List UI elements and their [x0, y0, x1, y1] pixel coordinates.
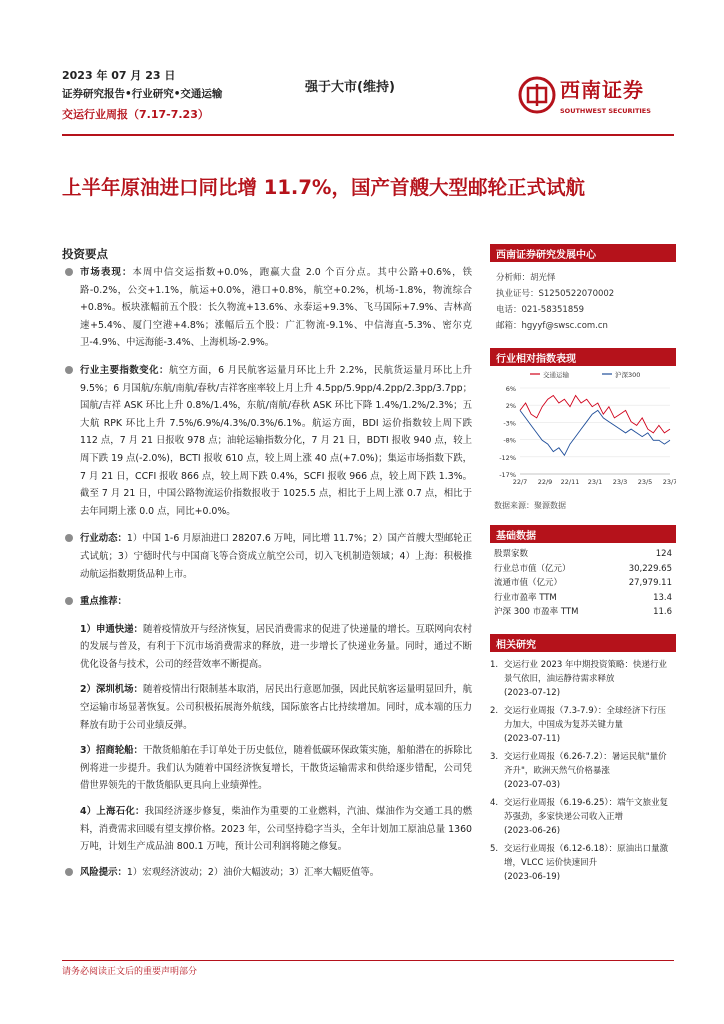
- bullet-text: 1）宏观经济波动；2）油价大幅波动；3）汇率大幅贬值等。: [126, 866, 380, 878]
- related-num: 5.: [490, 843, 499, 854]
- bullet-dot-icon: [65, 366, 73, 374]
- analyst-email[interactable]: 邮箱：hgyyf@swsc.com.cn: [496, 321, 608, 331]
- chart-y-tick-label: -3%: [503, 419, 516, 428]
- related-title: 相关研究: [490, 634, 676, 652]
- stat-value: 30,229.65: [628, 563, 672, 574]
- logo-mark-icon: [518, 76, 556, 114]
- chart-source: 数据来源：聚源数据: [494, 501, 566, 510]
- chart-title: 行业相对指数表现: [490, 348, 676, 366]
- pick-label: 3）招商轮船：: [80, 745, 143, 757]
- related-num: 2.: [490, 705, 499, 716]
- footer-divider: [62, 960, 674, 961]
- related-item[interactable]: [490, 704, 674, 746]
- chart-legend-label: 沪深300: [615, 371, 641, 379]
- research-center-title: 西南证券研究发展中心: [490, 244, 676, 262]
- pick-text: 随着疫情放开与经济恢复，居民消费需求的促进了快递量的增长。互联网向农村的发展与普及，有利于下沉市场消费需求的释放，进一步增长了快递业务量。同时，通过不断优化设备与技术，公司的经营效率不断提高。: [80, 623, 472, 670]
- bullet-label: 风险提示：: [80, 866, 127, 878]
- report-series: 交运行业周报（7.17-7.23）: [62, 108, 209, 121]
- header-divider: [62, 134, 674, 136]
- related-text: 交运行业周报（6.12-6.18）：原油出口量激增，VLCC 运价快速回升: [504, 843, 669, 868]
- stat-label: 流通市值（亿元）: [494, 578, 563, 589]
- report-title: 上半年原油进口同比增 11.7%，国产首艘大型邮轮正式试航: [62, 176, 585, 199]
- pick-shanghai-petrochem: [80, 803, 472, 856]
- pick-cmes: [80, 742, 472, 795]
- bullet-market: [62, 264, 472, 352]
- pick-shenzhen-airport: [80, 681, 472, 734]
- related-text: 交运行业周报（6.26-7.2）：暑运民航"量价齐升"，欧洲天然气价格暴涨: [504, 751, 667, 776]
- company-logo: [516, 74, 676, 124]
- analyst-license: 执业证号：S1250522070002: [496, 289, 615, 299]
- pick-text: 我国经济逐步修复，柴油作为重要的工业燃料，汽油、煤油作为交通工具的燃料，消费需求回暖有望支撑价格。2023 年，公司坚持稳字当头，全年计划加工原油总量 1360 万吨，计划生产成品油 800.1 万吨，预计公司利润将随之修复。: [80, 806, 472, 853]
- stat-value: 13.4: [653, 592, 672, 603]
- chart-x-tick-label: 22/11: [560, 478, 580, 486]
- bullet-text: 1）中国 1-6 月原油进口 28207.6 万吨，同比增 11.7%；2）国产首艘大型邮轮正式试航；3）宁德时代与中国商飞等合资成立航空公司，切入飞机制造领域；4）上海：积极推动航运指数期货品种上市。: [80, 533, 472, 580]
- chart-series-line: [520, 396, 670, 433]
- chart-y-tick-label: -8%: [503, 436, 516, 445]
- bullet-dot-icon: [65, 868, 73, 876]
- related-date: (2023-07-03): [504, 779, 561, 790]
- chart-y-tick-label: -12%: [499, 453, 516, 462]
- bullet-label: 行业动态：: [80, 533, 127, 545]
- stat-value: 11.6: [653, 607, 672, 618]
- footer-disclaimer: 请务必阅读正文后的重要声明部分: [62, 967, 198, 977]
- bullet-dot-icon: [65, 268, 73, 276]
- related-list: [490, 652, 676, 884]
- bullet-risk: [62, 864, 472, 882]
- stat-label: 股票家数: [494, 549, 529, 559]
- related-date: (2023-06-19): [504, 871, 561, 882]
- summary-body: [62, 264, 472, 891]
- chart-y-tick-label: 6%: [505, 385, 516, 393]
- stat-row: [494, 576, 672, 591]
- chart-section: [490, 348, 676, 511]
- stat-value: 124: [655, 549, 672, 559]
- chart-y-tick-label: 2%: [505, 402, 516, 411]
- related-date: (2023-06-26): [504, 825, 561, 836]
- stat-label: 沪深 300 市盈率 TTM: [494, 607, 579, 618]
- related-item[interactable]: [490, 658, 674, 700]
- logo-english: SOUTHWEST SECURITIES: [560, 107, 651, 115]
- bullet-dot-icon: [65, 597, 73, 605]
- stat-row: [494, 605, 672, 620]
- pick-label: 1）申通快递：: [80, 623, 143, 635]
- stat-label: 行业市盈率 TTM: [494, 592, 557, 603]
- bullet-dot-icon: [65, 534, 73, 542]
- chart-x-tick-label: 23/7: [662, 478, 676, 486]
- related-date: (2023-07-11): [504, 733, 561, 744]
- stat-row: [494, 591, 672, 606]
- related-num: 4.: [490, 797, 499, 808]
- stats-title: 基础数据: [490, 525, 676, 543]
- bullet-label: 市场表现：: [80, 267, 133, 278]
- bullet-picks: [62, 593, 472, 611]
- analyst-name: 分析师：胡光怿: [496, 273, 556, 283]
- logo-chinese: 西南证券: [560, 78, 644, 102]
- pick-text: 随着疫情出行限制基本取消，居民出行意愿加强，因此民航客运量明显回升，航空运输市场显著恢复。公司积极拓展海外航线，国际旅客占比持续增加。同时，成本端的压力释放有助于公司业绩反弹。: [80, 684, 472, 731]
- stat-value: 27,979.11: [628, 578, 672, 589]
- bullet-text: 航空方面，6 月民航客运量月环比上升 2.2%，民航货运量月环比上升 9.5%；6 月国航/东航/南航/春秋/吉祥客座率较上月上升 4.5pp/5.9pp/4.2pp/2.3pp/3.7pp；国航/吉祥 ASK 环比上升 0.8%/1.4%，东航/南航/春秋 ASK 环比下降 1.4%/1.2%/2.3%；五大航 RPK 环比上升 7.5%/6.9%/4.3%/0.3%/6.1%。航运方面，BDI 运价指数较上周下跌 112 点，7 月 21 日报收 978 点；油轮运输指数分化，7 月 21 日，BDTI 报收 940 点，较上周下跌 19 点(-2.0%)，BCTI 报收 610 点，较上周上涨 40 点(+7.0%)；集运市场指数下跌，7 月 21 日，CCFI 报收 866 点，较上周下跌 0.4%，SCFI 报收 966 点，较上周下跌 1.3%。截至 7 月 21 日，中国公路物流运价指数报收于 1025.5 点，相比于上周上涨 0.7 点，相比于去年同期上涨 0.0 点，同比+0.0%。: [80, 364, 472, 517]
- report-date: 2023 年 07 月 23 日: [62, 69, 176, 82]
- chart-x-tick-label: 23/1: [587, 478, 603, 486]
- pick-label: 2）深圳机场：: [80, 684, 143, 696]
- stat-row: [494, 562, 672, 577]
- related-section: [490, 634, 676, 884]
- bullet-text: 本周中信交运指数+0.0%，跑赢大盘 2.0 个百分点。其中公路+0.6%，铁路-0.2%，公交+1.1%，航运+0.0%，港口+0.8%，航空+0.2%，机场-1.8%，物流综合+0.8%。板块涨幅前五个股：长久物流+13.6%、永泰运+9.3%、飞马国际+7.9%、吉林高速+5.4%、厦门空港+4.8%；涨幅后五个股：广汇物流-9.1%、中信海直-5.3%、密尔克卫-4.9%、中远海能-3.4%、上海机场-2.9%。: [80, 267, 472, 349]
- analyst-info: [490, 262, 676, 338]
- report-category: 证券研究报告•行业研究•交通运输: [62, 88, 223, 100]
- chart-x-tick-label: 22/7: [512, 478, 528, 486]
- related-text: 交运行业周报（6.19-6.25）：端午文旅业复苏强劲，多家快递公司收入正增: [504, 797, 669, 822]
- pick-text: 干散货船舶在手订单处于历史低位，随着低碳环保政策实施，船舶潜在的拆除比例将进一步提升。我们认为随着中国经济恢复增长，干散货运输需求和供给逐步错配，公司凭借世界领先的干散货船队更具向上业绩弹性。: [80, 745, 472, 792]
- bullet-label: 重点推荐：: [80, 596, 127, 608]
- stat-label: 行业总市值（亿元）: [494, 563, 571, 574]
- analyst-phone: 电话：021-58351859: [496, 305, 585, 315]
- pick-label: 4）上海石化：: [80, 806, 145, 818]
- bullet-news: [62, 530, 472, 583]
- sidebar: [490, 244, 676, 888]
- summary-heading: 投资要点: [62, 247, 108, 261]
- industry-rating: 强于大市(维持): [305, 80, 395, 95]
- stat-row: [494, 547, 672, 562]
- chart-svg: [490, 366, 676, 496]
- bullet-label: 行业主要指数变化：: [80, 364, 169, 376]
- chart-x-tick-label: 23/3: [612, 478, 628, 486]
- related-date: (2023-07-12): [504, 687, 561, 698]
- related-item[interactable]: [490, 842, 674, 884]
- related-text: 交运行业周报（7.3-7.9）：全球经济下行压力加大，中国成为复苏关键力量: [504, 705, 666, 730]
- relative-index-chart: [490, 366, 676, 496]
- related-num: 1.: [490, 659, 499, 670]
- related-item[interactable]: [490, 750, 674, 792]
- stats-section: [490, 525, 676, 620]
- related-num: 3.: [490, 751, 499, 762]
- bullet-indices: [62, 362, 472, 520]
- related-item[interactable]: [490, 796, 674, 838]
- chart-x-tick-label: 22/9: [537, 478, 553, 486]
- chart-series-line: [520, 410, 670, 455]
- pick-shentong: [80, 621, 472, 674]
- stats-table: [490, 543, 676, 620]
- chart-y-tick-label: -17%: [499, 471, 516, 479]
- chart-x-tick-label: 23/5: [637, 478, 653, 486]
- related-text: 交运行业 2023 年中期投资策略：快递行业景气依旧，油运静待需求释放: [504, 659, 668, 684]
- chart-legend-label: 交通运输: [543, 371, 569, 379]
